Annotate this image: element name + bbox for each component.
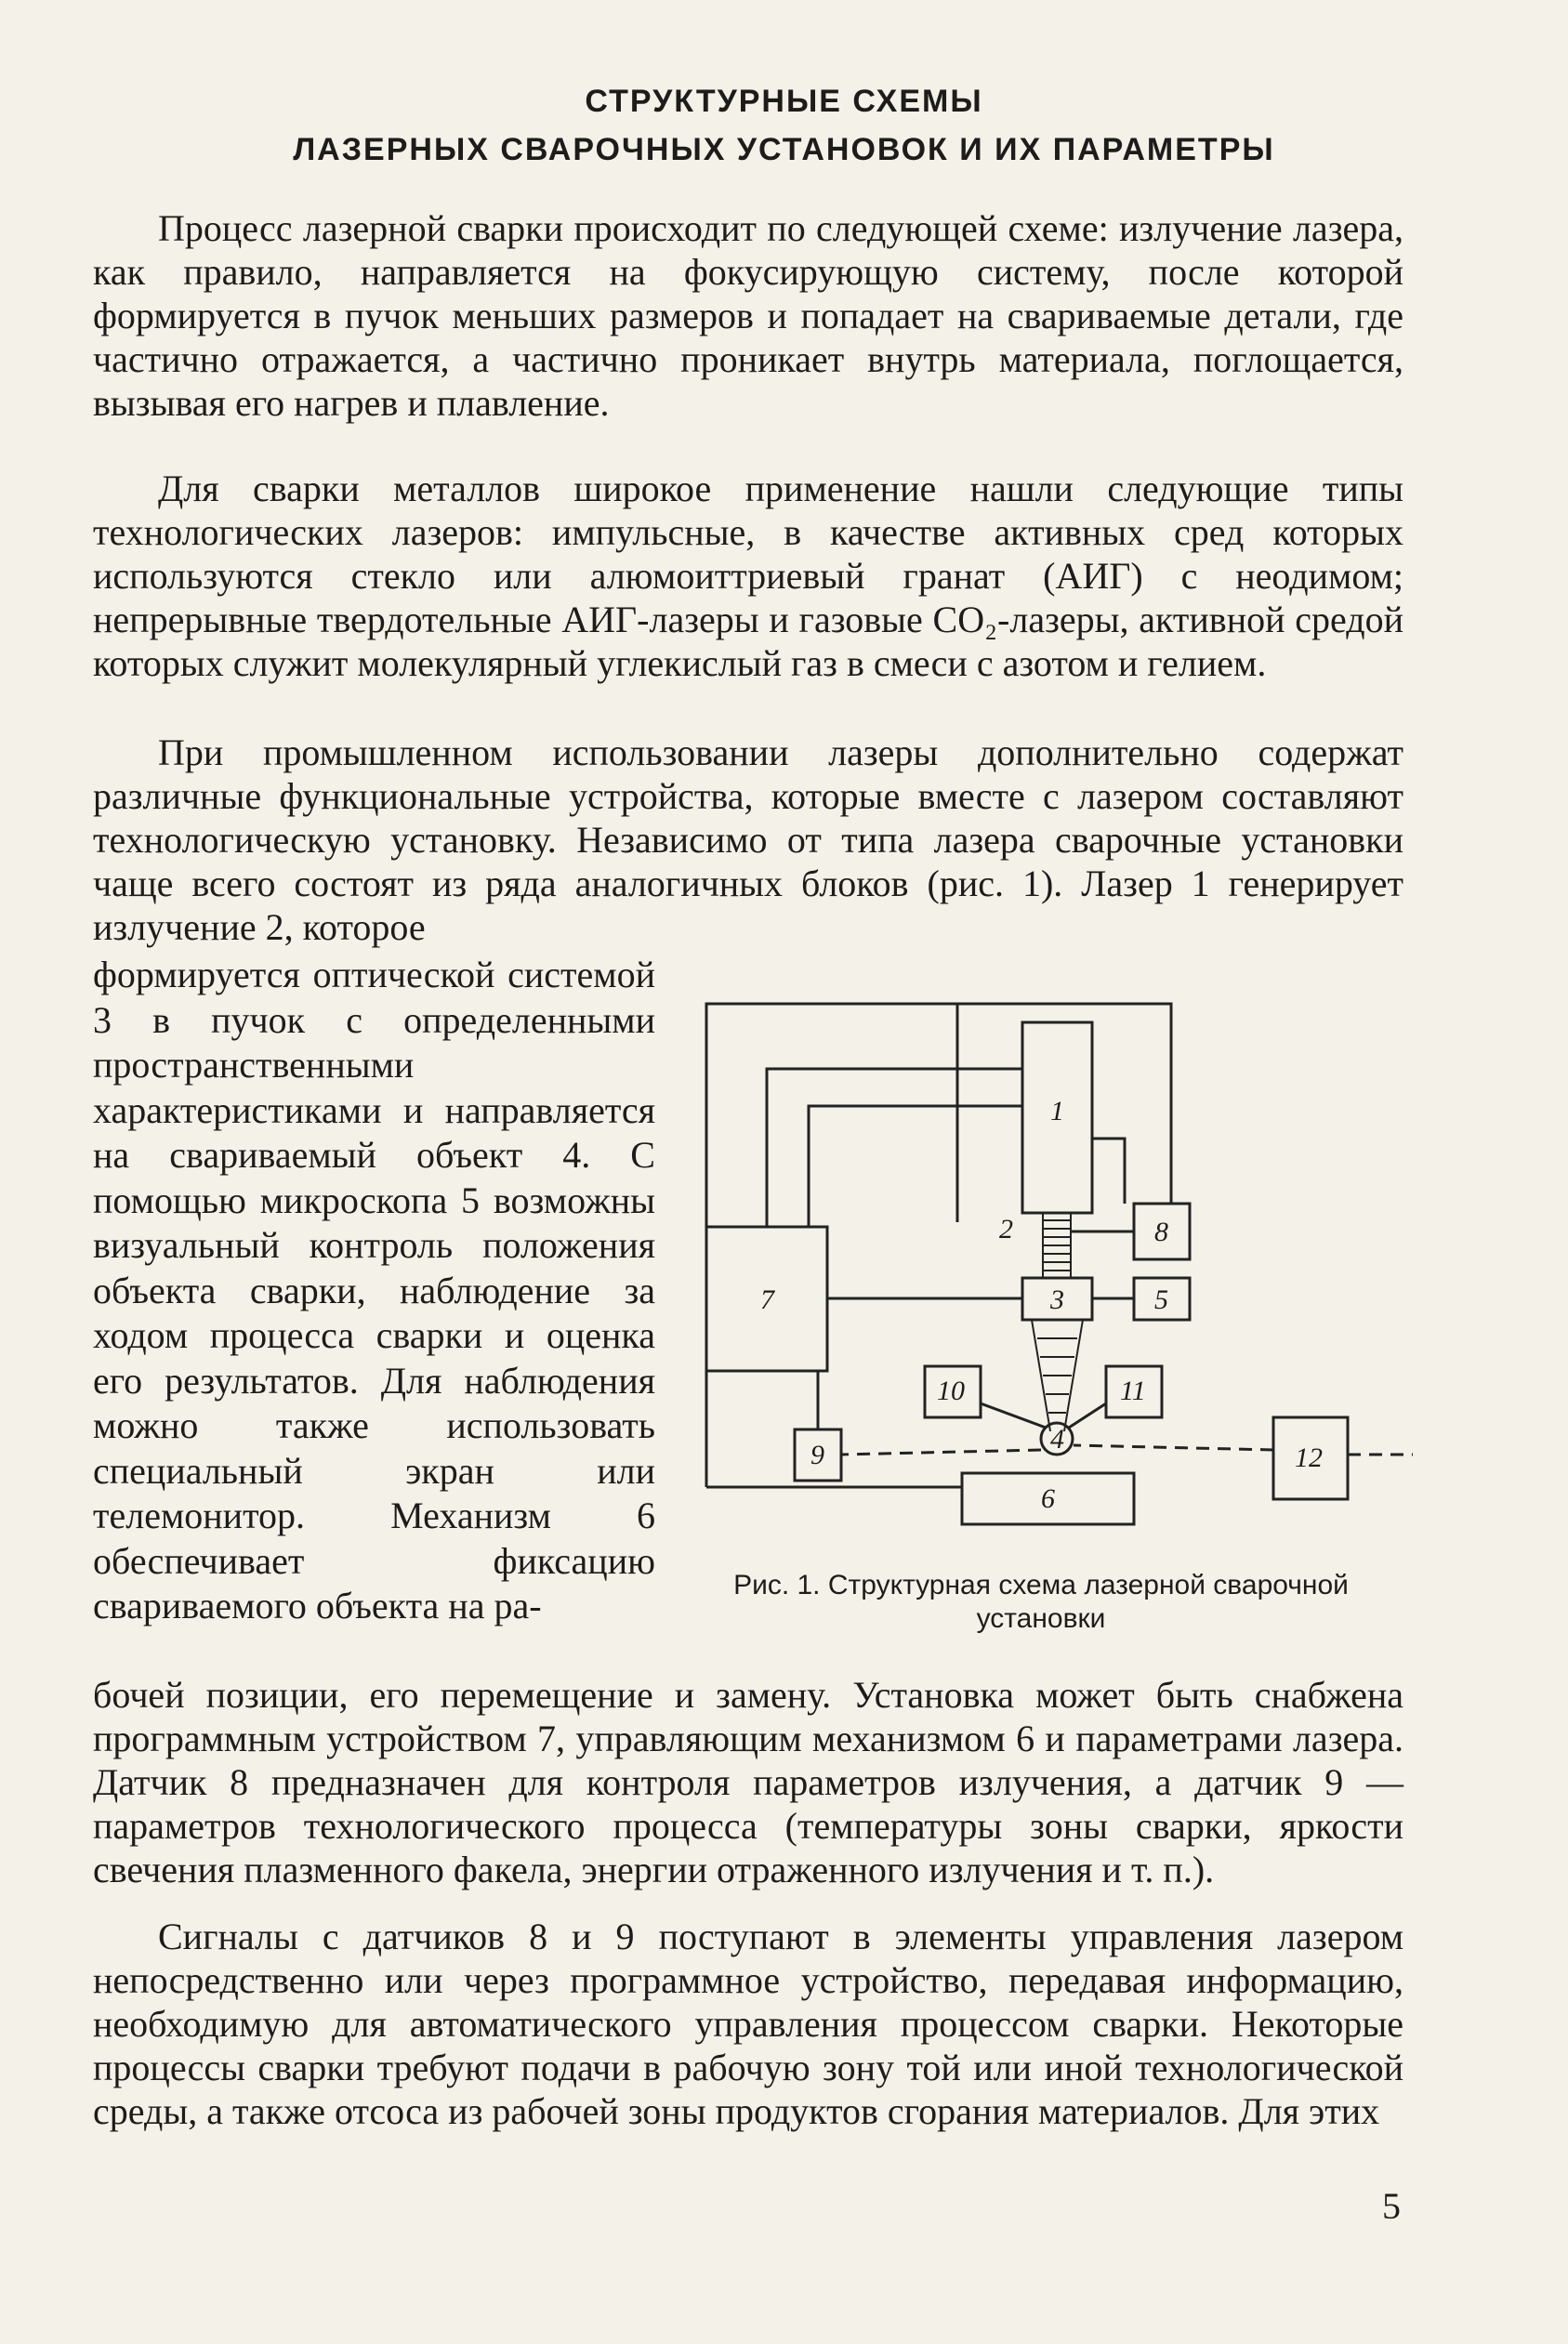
figure-caption: Рис. 1. Структурная схема лазерной сварочной установки (733, 1570, 1349, 1634)
section-title-line1: СТРУКТУРНЫЕ СХЕМЫ (585, 84, 983, 119)
block-diagram (679, 967, 1422, 1561)
label-8: 8 (1154, 1217, 1168, 1247)
label-7: 7 (760, 1284, 774, 1315)
label-4: 4 (1050, 1424, 1064, 1455)
label-3: 3 (1050, 1284, 1064, 1315)
label-2: 2 (999, 1214, 1013, 1244)
label-11: 11 (1120, 1376, 1146, 1406)
label-10: 10 (937, 1376, 965, 1406)
paragraph-3-continued: бочей позиции, его перемещение и замену. Установка может быть снабжена программным устройством 7, управляющим механизмом 6 и параметрами лазера. Датчик 8 предназначен для контроля параметров излучения, а датчик 9 — параметров технологического процесса (температуры зоны сварки, яркости свечения плазменного факела, энергии отраженного излучения и т. п.). (93, 1674, 1403, 1890)
paragraph-4: Сигналы с датчиков 8 и 9 поступают в элементы управления лазером непосредственно или через программное устройство, передавая информацию, необходимую для автоматического управления процессом сварки. Некоторые процессы сварки требуют подачи в рабочую зону той или иной технологической среды, а также отсоса из рабочей зоны продуктов сгорания материалов. Для этих (93, 1916, 1403, 2132)
paragraph-3: При промышленном использовании лазеры дополнительно содержат различные функциональные устройства, которые вместе с лазером составляют технологическую установку. Независимо от типа лазера сварочные установки чаще всего состоят из ряда аналогичных блоков (рис. 1). Лазер 1 генерирует излучение 2, которое (93, 731, 1403, 948)
paragraph-2: Для сварки металлов широкое применение нашли следующие типы технологических лазеров: импульсные, в качестве активных сред которых используются стекло или алюмоиттриевый гранат (АИГ) с неодимом; непрерывные твердотельные АИГ-лазеры и газовые CO₂-лазеры, активной средой которых служит молекулярный углекислый газ в смеси с азотом и гелием. (93, 467, 1403, 684)
section-title-line2: ЛАЗЕРНЫХ СВАРОЧНЫХ УСТАНОВОК И ИХ ПАРАМЕТРЫ (293, 132, 1275, 167)
paragraph-1: Процесс лазерной сварки происходит по следующей схеме: излучение лазера, как правило, направляется на фокусирующую систему, после которой формируется в пучок меньших размеров и попадает на свариваемые детали, где частично отражается, а частично проникает внутрь материала, поглощается, вызывая его нагрев и плавление. (93, 207, 1403, 424)
page-number: 5 (1382, 2185, 1401, 2227)
label-1: 1 (1050, 1096, 1064, 1126)
label-9: 9 (810, 1440, 824, 1470)
label-12: 12 (1295, 1442, 1323, 1473)
paragraph-3-wrapped-text: формируется оптической системой 3 в пучок с определенными пространственными характеристиками и направляется на свариваемый объект 4. С помощью микроскопа 5 возможны визуальный контроль положения объекта сварки, наблюдение за ходом процесса сварки и оценка его результатов. Для наблюдения можно также использовать специальный экран или телемонитор. Механизм 6 обеспечивает фиксацию свариваемого объекта на ра- (93, 954, 655, 1626)
label-5: 5 (1154, 1284, 1168, 1315)
label-6: 6 (1041, 1483, 1055, 1514)
